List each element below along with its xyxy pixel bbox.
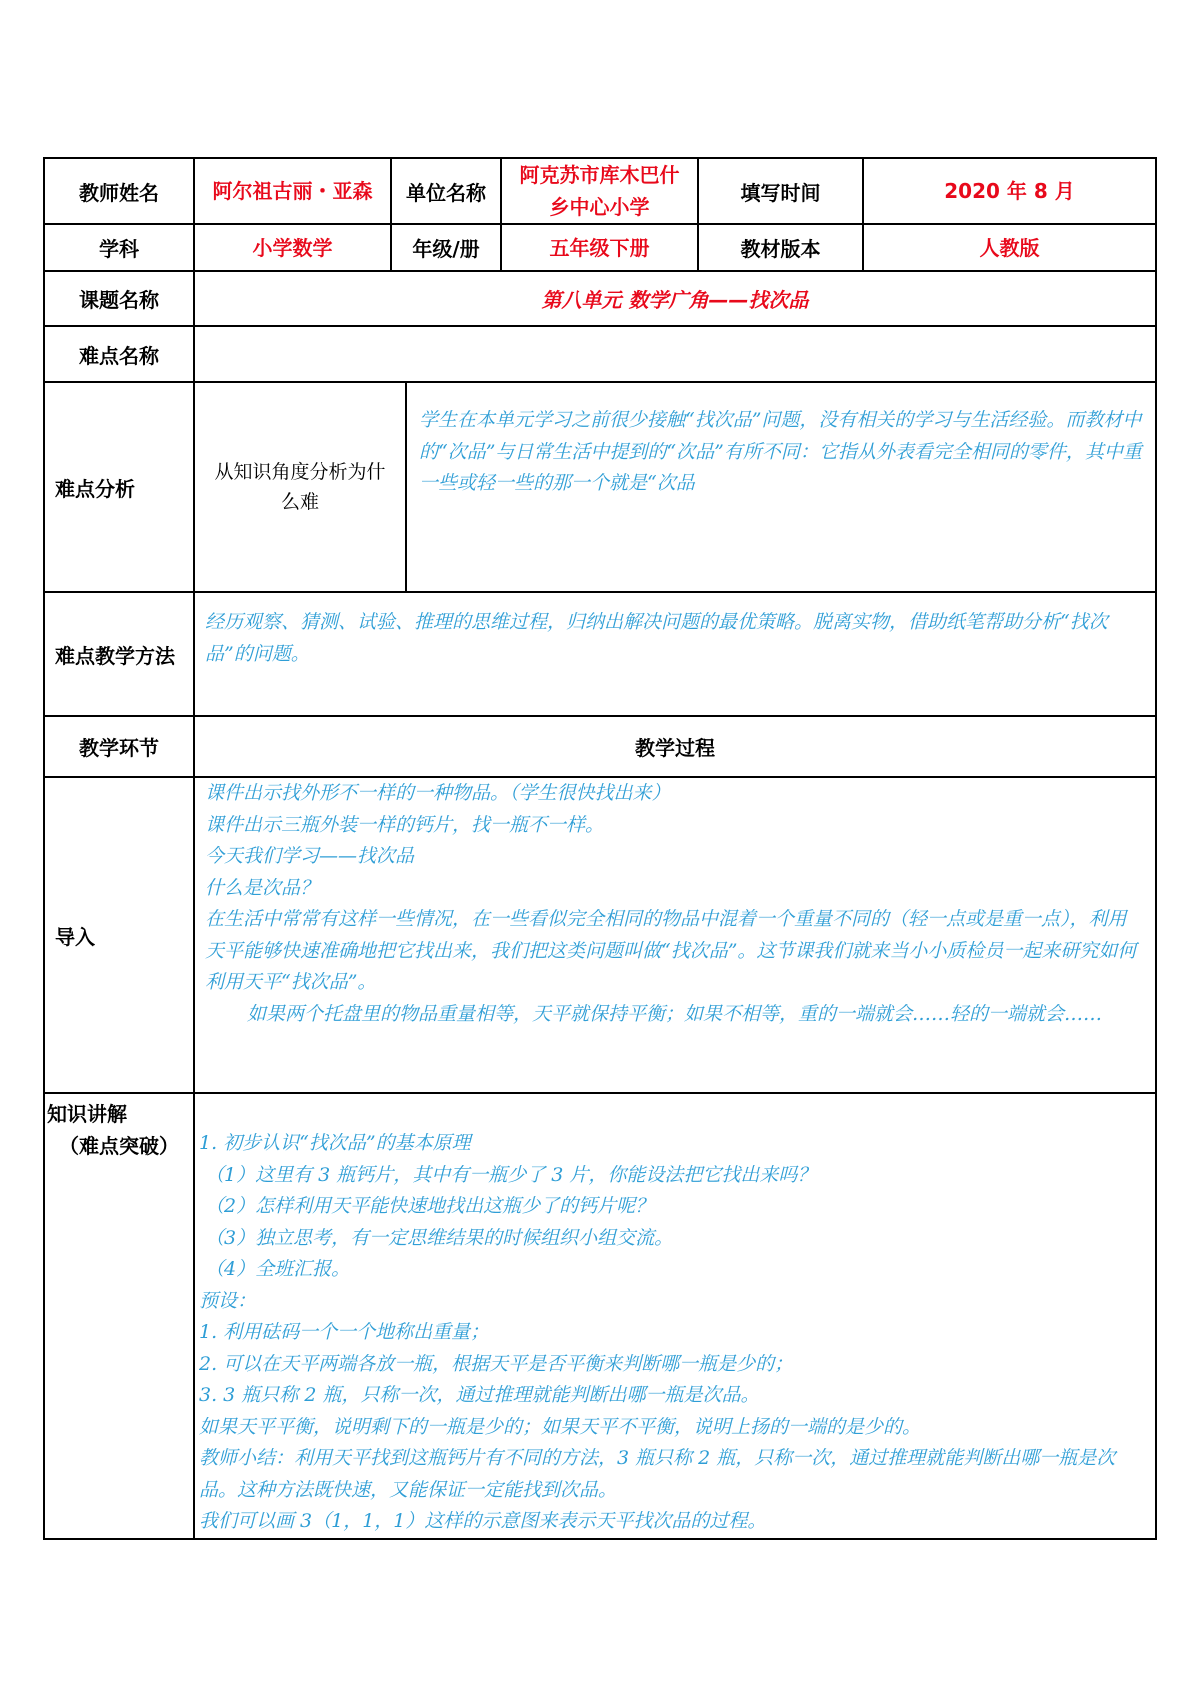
intro-line: 今天我们学习——找次品 (205, 845, 415, 867)
knowledge-row (44, 1093, 1156, 1539)
subject-label: 学科 (44, 224, 194, 271)
knowledge-line: （2）怎样利用天平能快速地找出这瓶少了的钙片呢？ (205, 1195, 655, 1217)
knowledge-line: 如果天平平衡，说明剩下的一瓶是少的；如果天平不平衡，说明上扬的一端的是少的。 (199, 1415, 922, 1438)
method-row (44, 592, 1156, 716)
topic-label: 课题名称 (44, 271, 194, 326)
difficulty-label: 难点名称 (44, 326, 194, 382)
analysis-cell (194, 382, 1156, 592)
intro-content (194, 777, 1156, 1093)
unit-name (501, 158, 698, 224)
method-text: 经历观察、猜测、试验、推理的思维过程，归纳出解决问题的最优策略。脱离实物，借助纸笔帮助分析“找次品”的问题。 (194, 592, 1156, 716)
knowledge-line: 预设： (199, 1289, 257, 1312)
knowledge-line: （4）全班汇报。 (205, 1258, 351, 1280)
intro-line: 课件出示三瓶外装一样的钙片，找一瓶不一样。 (205, 813, 605, 836)
topic-row (44, 271, 1156, 326)
date-value: 2020 年 8 月 (863, 158, 1156, 224)
intro-label: 导入 (44, 777, 194, 1093)
intro-line: 课件出示找外形不一样的一种物品。（学生很快找出来） (205, 782, 671, 804)
analysis-label: 难点分析 (44, 382, 194, 592)
process-label: 教学环节 (44, 716, 194, 777)
knowledge-line: 2. 可以在天平两端各放一瓶，根据天平是否平衡来判断哪一瓶是少的； (199, 1352, 794, 1375)
knowledge-line: （3）独立思考，有一定思维结果的时候组织小组交流。 (205, 1226, 674, 1249)
analysis-text: 学生在本单元学习之前很少接触“找次品”问题，没有相关的学习与生活经验。而教材中的“次品”与日常生活中提到的“次品”有所不同：它指从外表看完全相同的零件，其中重一些或轻一些的那一个就是“次品 (419, 409, 1142, 494)
lesson-plan-table (43, 157, 1157, 1540)
knowledge-content (194, 1093, 1156, 1539)
knowledge-label (44, 1093, 194, 1539)
knowledge-label-line2: （难点突破） (59, 1134, 179, 1158)
unit-label: 单位名称 (391, 158, 501, 224)
knowledge-line: 3. 3 瓶只称 2 瓶，只称一次，通过推理就能判断出哪一瓶是次品。 (199, 1384, 760, 1406)
topic-value: 第八单元 数学广角——找次品 (194, 271, 1156, 326)
teacher-label: 教师姓名 (44, 158, 194, 224)
difficulty-row (44, 326, 1156, 382)
unit-name-line2: 乡中心小学 (549, 195, 650, 219)
analysis-split (195, 383, 1155, 591)
knowledge-label-line1: 知识讲解 (47, 1102, 127, 1126)
lesson-plan-table-wrapper (43, 157, 1155, 1540)
knowledge-line: 我们可以画 3（1，1，1）这样的示意图来表示天平找次品的过程。 (199, 1510, 767, 1532)
date-label: 填写时间 (698, 158, 863, 224)
header-row-1 (44, 158, 1156, 224)
process-header-row (44, 716, 1156, 777)
knowledge-line: 1. 利用砝码一个一个地称出重量； (199, 1321, 490, 1343)
intro-line: 在生活中常常有这样一些情况，在一些看似完全相同的物品中混着一个重量不同的（轻一点或是重一点），利用天平能够快速准确地把它找出来，我们把这类问题叫做“找次品”。这节课我们就来当小小质检员一起来研究如何利用天平“找次品”。 (205, 908, 1137, 993)
analysis-row (44, 382, 1156, 592)
teacher-name: 阿尔祖古丽・亚森 (194, 158, 391, 224)
subject-value: 小学数学 (194, 224, 391, 271)
grade-value: 五年级下册 (501, 224, 698, 271)
edition-value: 人教版 (863, 224, 1156, 271)
analysis-sub-label: 从知识角度分析为什么难 (195, 383, 407, 591)
process-value: 教学过程 (194, 716, 1156, 777)
header-row-2 (44, 224, 1156, 271)
difficulty-value (194, 326, 1156, 382)
method-label: 难点教学方法 (44, 592, 194, 716)
knowledge-line: （1）这里有 3 瓶钙片，其中有一瓶少了 3 片，你能设法把它找出来吗？ (205, 1163, 817, 1186)
grade-label: 年级/册 (391, 224, 501, 271)
edition-label: 教材版本 (698, 224, 863, 271)
intro-line: 如果两个托盘里的物品重量相等，天平就保持平衡；如果不相等，重的一端就会……轻的一端就会…… (247, 1002, 1103, 1025)
knowledge-line: 教师小结：利用天平找到这瓶钙片有不同的方法，3 瓶只称 2 瓶，只称一次，通过推理就能判断出哪一瓶是次品。这种方法既快速，又能保证一定能找到次品。 (199, 1447, 1116, 1501)
unit-name-line1: 阿克苏市库木巴什 (519, 163, 680, 187)
intro-row (44, 777, 1156, 1093)
intro-line: 什么是次品？ (205, 876, 320, 899)
knowledge-line: 1. 初步认识“找次品”的基本原理 (199, 1132, 471, 1154)
